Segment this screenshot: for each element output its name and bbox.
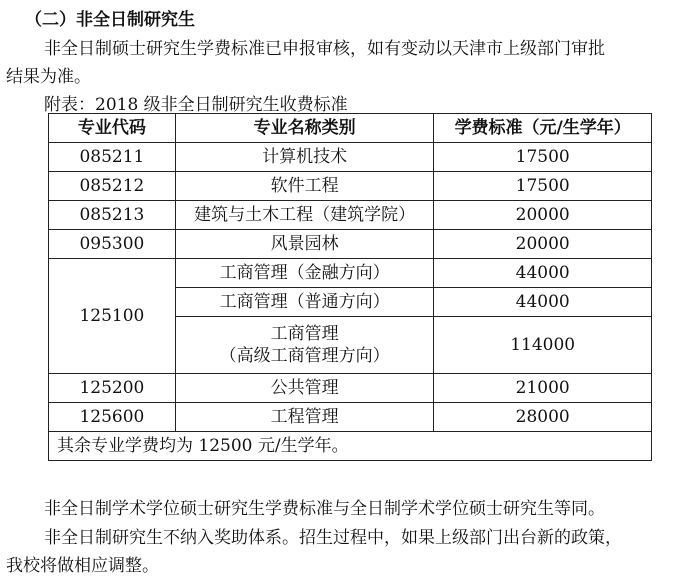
header-code: 专业代码 xyxy=(49,114,176,143)
paragraph-fee-review-line1: 非全日制硕士研究生学费标准已申报审核，如有变动以天津市上级部门审批 xyxy=(44,39,605,59)
cell-fee: 44000 xyxy=(434,288,652,317)
cell-code: 085212 xyxy=(49,172,176,201)
cell-name: 建筑与土木工程（建筑学院） xyxy=(175,201,433,230)
table-row xyxy=(49,403,652,432)
table-row xyxy=(49,374,652,403)
cell-code: 125200 xyxy=(49,374,176,403)
table-note-row xyxy=(49,432,652,461)
cell-name-line2: （高级工商管理方向） xyxy=(219,346,390,366)
header-fee: 学费标准（元/生学年） xyxy=(434,114,652,143)
cell-name: 计算机技术 xyxy=(175,143,433,172)
table-row xyxy=(49,230,652,259)
cell-fee: 20000 xyxy=(434,201,652,230)
table-note: 其余专业学费均为 12500 元/生学年。 xyxy=(49,432,652,461)
cell-code-merged: 125100 xyxy=(49,259,176,374)
cell-fee: 20000 xyxy=(434,230,652,259)
table-row xyxy=(49,259,652,288)
table-row xyxy=(49,143,652,172)
cell-name: 风景园林 xyxy=(175,230,433,259)
table-caption: 附表：2018 级非全日制研究生收费标准 xyxy=(44,95,348,115)
cell-name: 工商管理（普通方向） xyxy=(175,288,433,317)
header-name: 专业名称类别 xyxy=(175,114,433,143)
cell-code: 085211 xyxy=(49,143,176,172)
table-row xyxy=(49,201,652,230)
cell-fee: 17500 xyxy=(434,172,652,201)
cell-fee: 17500 xyxy=(434,143,652,172)
cell-name: 工商管理（金融方向） xyxy=(175,259,433,288)
section-heading: （二）非全日制研究生 xyxy=(25,10,195,30)
table-row xyxy=(49,172,652,201)
cell-code: 085213 xyxy=(49,201,176,230)
cell-name: 软件工程 xyxy=(175,172,433,201)
paragraph-scholarship-line2: 我校将做相应调整。 xyxy=(6,556,159,576)
cell-name: 工程管理 xyxy=(175,403,433,432)
cell-name-line1: 工商管理 xyxy=(270,324,339,344)
cell-name-two-line xyxy=(175,317,433,374)
cell-fee: 21000 xyxy=(434,374,652,403)
cell-code: 095300 xyxy=(49,230,176,259)
cell-fee: 114000 xyxy=(434,317,652,374)
cell-fee: 28000 xyxy=(434,403,652,432)
cell-code: 125600 xyxy=(49,403,176,432)
cell-name: 公共管理 xyxy=(175,374,433,403)
table-header-row xyxy=(49,114,652,143)
fee-table xyxy=(48,113,652,461)
cell-fee: 44000 xyxy=(434,259,652,288)
paragraph-academic-fee: 非全日制学术学位硕士研究生学费标准与全日制学术学位硕士研究生等同。 xyxy=(44,499,605,519)
paragraph-scholarship-line1: 非全日制研究生不纳入奖助体系。招生过程中，如果上级部门出台新的政策， xyxy=(44,528,622,548)
paragraph-fee-review-line2: 结果为准。 xyxy=(6,67,91,87)
